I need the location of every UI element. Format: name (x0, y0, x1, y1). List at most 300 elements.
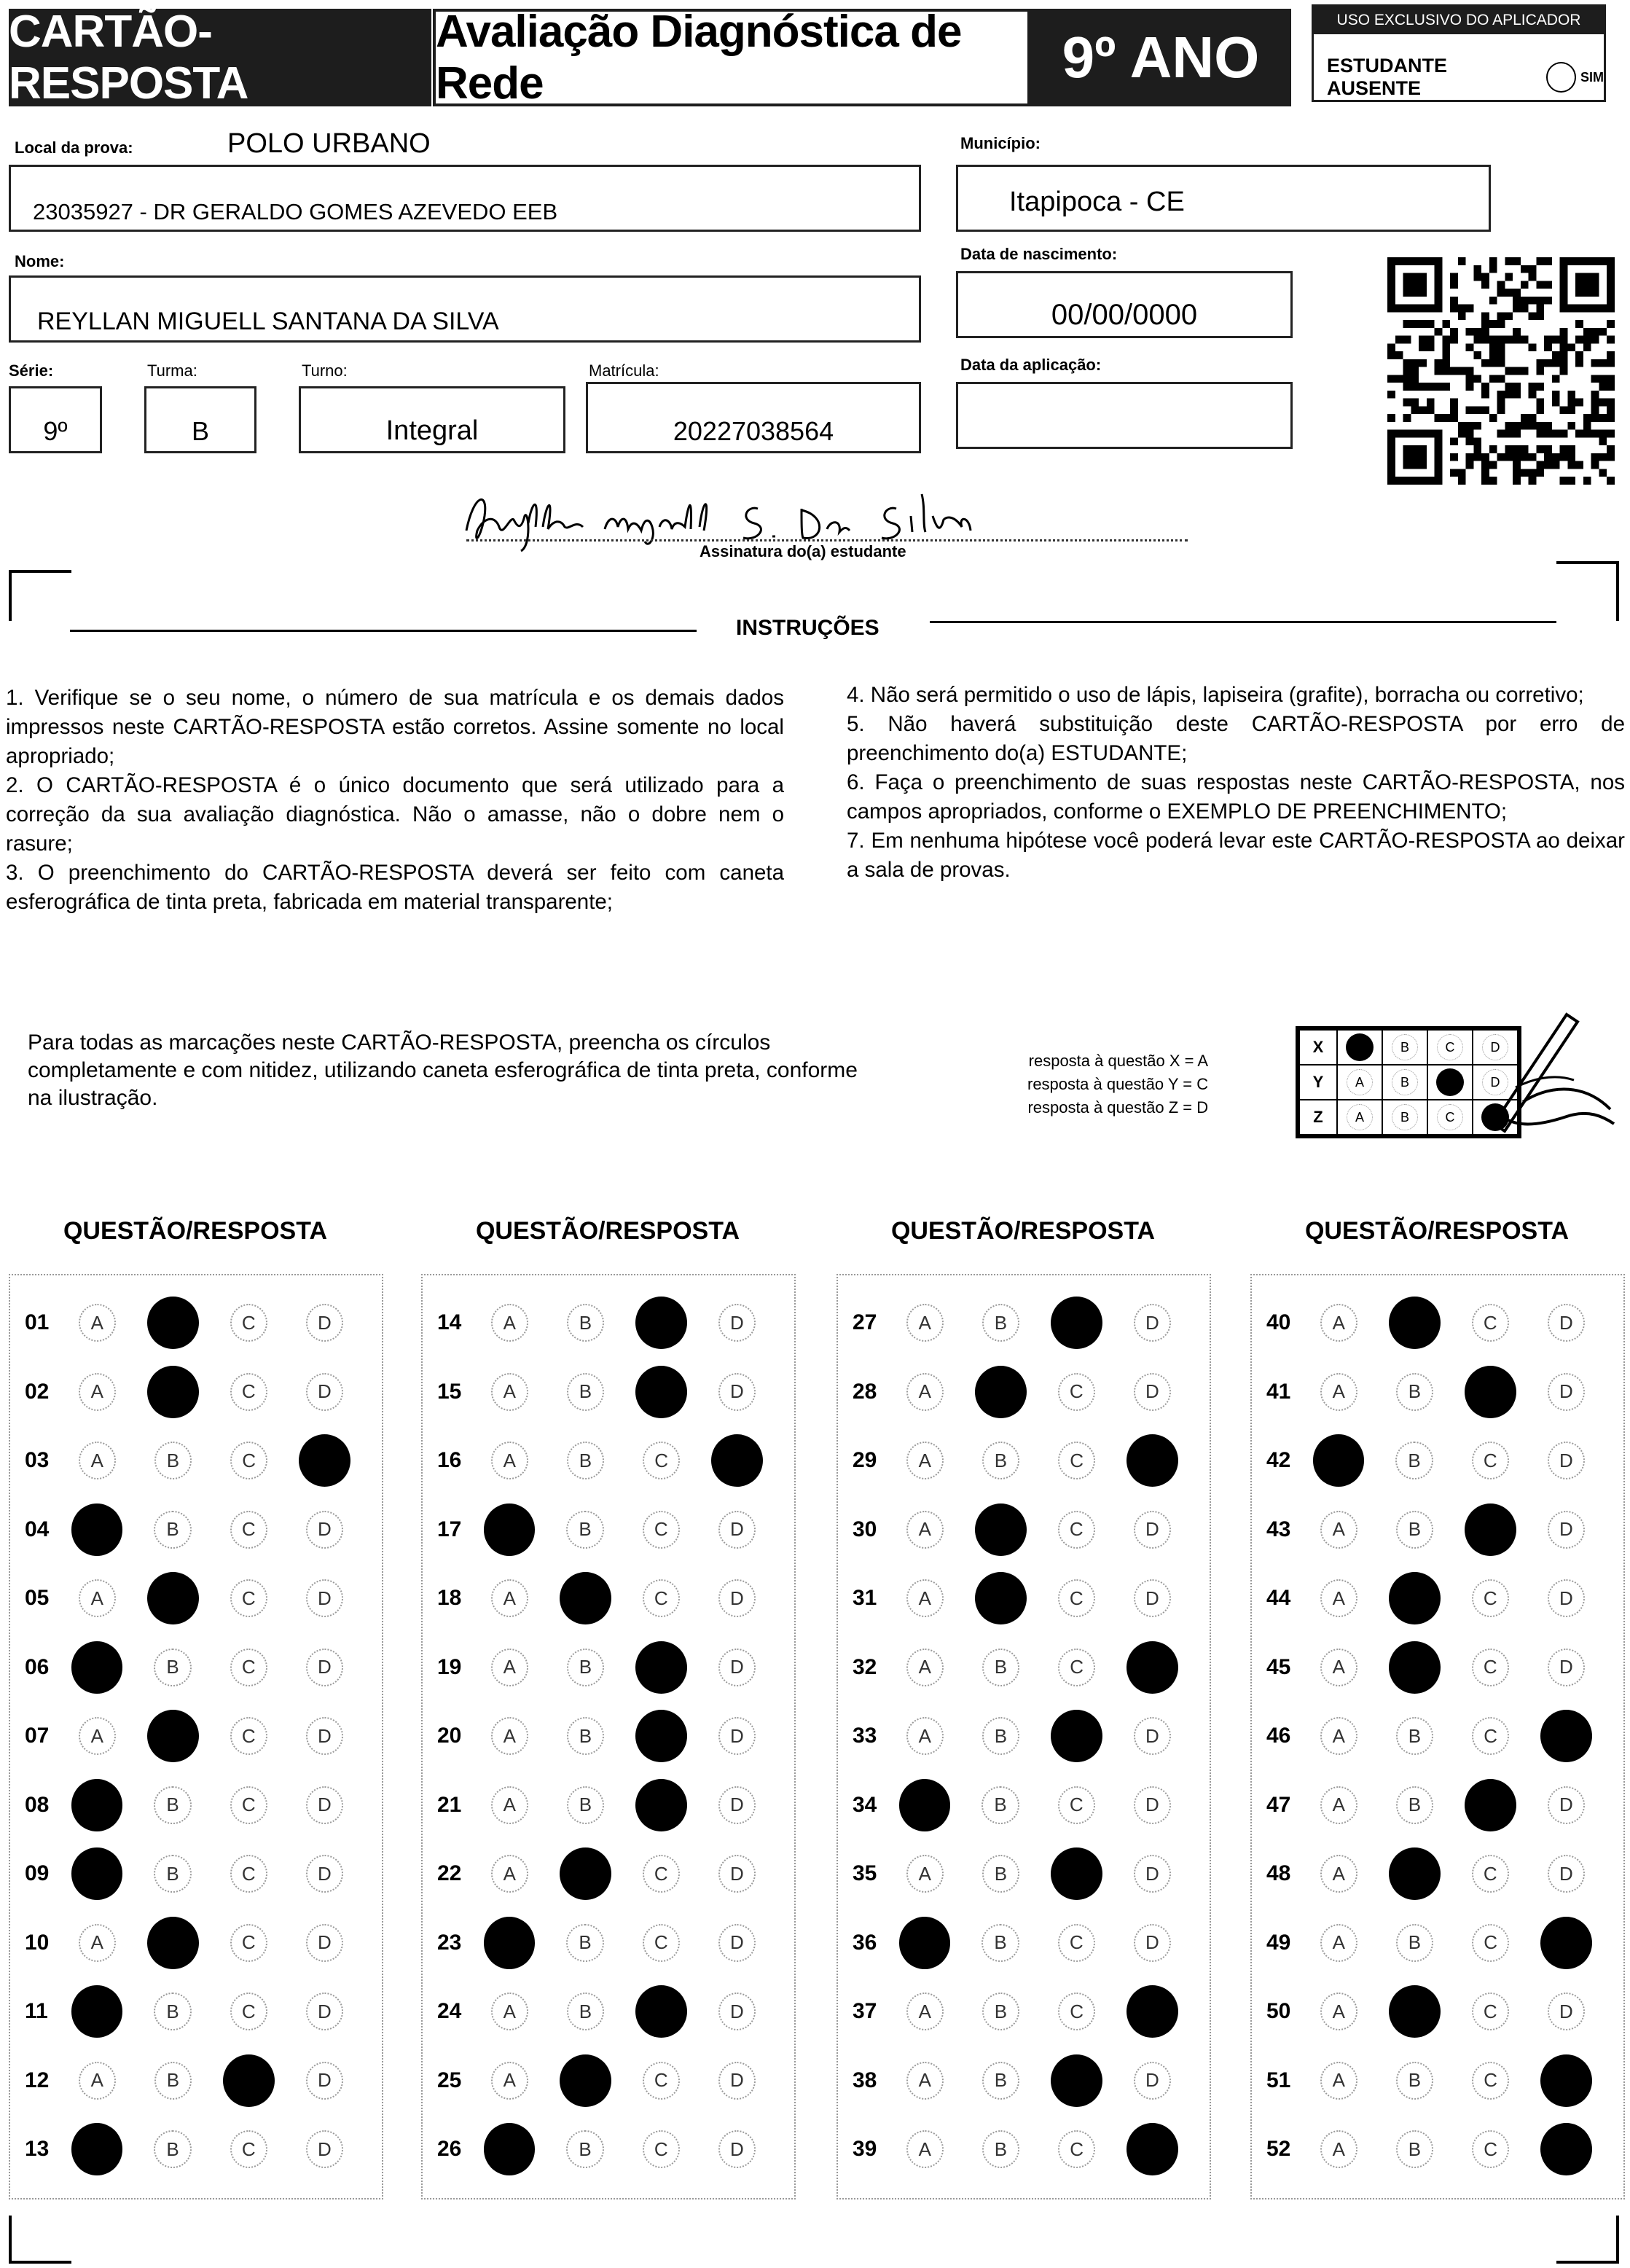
answer-bubble[interactable]: D (1134, 1511, 1171, 1549)
answer-bubble[interactable]: A (1320, 1786, 1357, 1824)
grade-badge: 9º ANO (1030, 9, 1291, 106)
answer-row (838, 1909, 1210, 1977)
answer-bubble[interactable]: B (567, 1717, 604, 1755)
answer-row (838, 1702, 1210, 1770)
answer-bubble[interactable]: C (1058, 2130, 1095, 2168)
answer-bubble[interactable]: C (1472, 1649, 1509, 1686)
question-number: 40 (1266, 1310, 1291, 1334)
answer-row (423, 1771, 794, 1839)
answer-bubble[interactable]: A (1320, 1924, 1357, 1962)
question-number: 48 (1266, 1861, 1291, 1885)
answer-bubble[interactable]: C (1058, 1649, 1095, 1686)
filled-answer-bubble[interactable] (711, 1434, 763, 1487)
answer-bubble[interactable]: C (230, 1786, 267, 1824)
question-number: 13 (25, 2137, 50, 2161)
answer-bubble[interactable]: B (982, 2130, 1019, 2168)
instruction-item: 3. O preenchimento do CARTÃO-RESPOSTA deverá ser feito com caneta esferográfica de tinta preta, fabricada em material transparente; (6, 861, 784, 914)
question-number: 49 (1266, 1930, 1291, 1955)
answer-bubble[interactable]: A (906, 1855, 944, 1893)
answer-bubble[interactable]: D (1548, 1993, 1585, 2030)
filled-answer-bubble[interactable] (147, 1917, 199, 1969)
answer-bubble[interactable]: A (906, 1579, 944, 1617)
answer-bubble[interactable]: C (230, 1924, 267, 1962)
filled-answer-bubble[interactable] (560, 2054, 611, 2107)
answer-bubble[interactable]: B (567, 1304, 604, 1342)
answer-bubble[interactable]: A (79, 1304, 116, 1342)
answer-bubble[interactable]: D (306, 2130, 343, 2168)
matricula-label: Matrícula: (589, 361, 659, 380)
answer-row (1252, 1426, 1623, 1495)
answer-bubble[interactable]: B (1396, 1717, 1433, 1755)
polo-value: POLO URBANO (227, 128, 431, 159)
signature-caption: Assinatura do(a) estudante (700, 542, 906, 560)
answer-bubble[interactable]: A (79, 1924, 116, 1962)
answer-bubble[interactable]: A (1320, 1511, 1357, 1549)
nome-value: REYLLAN MIGUELL SANTANA DA SILVA (37, 308, 499, 335)
filled-answer-bubble[interactable] (1126, 1985, 1178, 2038)
answer-bubble[interactable]: D (718, 1511, 756, 1549)
answer-bubble[interactable]: D (1548, 1304, 1585, 1342)
answer-bubble[interactable]: A (1320, 2062, 1357, 2100)
answer-row (10, 1702, 382, 1770)
answer-bubble[interactable]: D (718, 1786, 756, 1824)
filled-answer-bubble[interactable] (1051, 1297, 1102, 1349)
question-number: 04 (25, 1517, 50, 1541)
answer-bubble[interactable]: B (567, 1373, 604, 1411)
answer-bubble[interactable]: A (1320, 1993, 1357, 2030)
answer-bubble[interactable]: A (906, 1717, 944, 1755)
question-number: 01 (25, 1310, 50, 1334)
answer-bubble[interactable]: D (1134, 1304, 1171, 1342)
answer-bubble[interactable]: A (79, 1373, 116, 1411)
answer-bubble[interactable]: B (982, 1717, 1019, 1755)
answer-bubble[interactable]: B (1396, 2130, 1433, 2168)
sim-label: SIM (1580, 69, 1604, 85)
example-option-bubble: B (1392, 1034, 1418, 1060)
answer-bubble[interactable]: D (306, 1579, 343, 1617)
turno-label: Turno: (302, 361, 348, 380)
answer-bubble[interactable]: B (1396, 1924, 1433, 1962)
answer-bubble[interactable]: D (306, 1855, 343, 1893)
filled-answer-bubble[interactable] (635, 1710, 687, 1762)
answer-bubble[interactable]: A (491, 1649, 528, 1686)
answer-bubble[interactable]: C (230, 1993, 267, 2030)
answer-bubble[interactable]: B (982, 1855, 1019, 1893)
answer-bubble[interactable]: C (643, 1855, 680, 1893)
answer-bubble[interactable]: A (79, 1442, 116, 1479)
answer-bubble[interactable]: B (982, 1304, 1019, 1342)
filled-answer-bubble[interactable] (1540, 1917, 1592, 1969)
answer-bubble[interactable]: B (154, 1649, 191, 1686)
question-number: 31 (853, 1586, 877, 1610)
filled-answer-bubble[interactable] (1051, 1710, 1102, 1762)
matricula-value: 20227038564 (673, 416, 834, 446)
filled-answer-bubble[interactable] (1051, 2054, 1102, 2107)
answer-bubble[interactable]: A (1320, 1579, 1357, 1617)
answer-bubble[interactable]: A (491, 1373, 528, 1411)
filled-answer-bubble[interactable] (147, 1297, 199, 1349)
question-number: 12 (25, 2068, 50, 2092)
filled-answer-bubble[interactable] (71, 1985, 123, 2038)
answer-row (10, 1358, 382, 1426)
answer-bubble[interactable]: C (643, 1924, 680, 1962)
answer-bubble[interactable]: B (566, 1511, 603, 1549)
answer-bubble[interactable]: B (982, 1993, 1019, 2030)
filled-answer-bubble[interactable] (1389, 1641, 1441, 1694)
answer-bubble[interactable]: C (1058, 1993, 1095, 2030)
answer-bubble[interactable]: A (491, 1717, 528, 1755)
question-number: 11 (25, 1999, 48, 2023)
answer-bubble[interactable]: C (1472, 1855, 1509, 1893)
answer-bubble[interactable]: C (643, 1442, 680, 1479)
answer-bubble[interactable]: B (154, 1511, 191, 1549)
filled-answer-bubble[interactable] (560, 1572, 611, 1624)
answer-bubble[interactable]: A (491, 2062, 528, 2100)
answer-bubble[interactable]: D (306, 1511, 343, 1549)
answer-bubble[interactable]: D (306, 1649, 343, 1686)
answer-bubble[interactable]: A (491, 1993, 528, 2030)
column-title: QUESTÃO/RESPOSTA (890, 1217, 1156, 1245)
answer-bubble[interactable]: D (1548, 1579, 1585, 1617)
answer-bubble[interactable]: C (1058, 1786, 1095, 1824)
filled-answer-bubble[interactable] (975, 1572, 1027, 1624)
filled-answer-bubble[interactable] (635, 1641, 687, 1694)
answer-bubble[interactable]: B (1396, 2062, 1433, 2100)
answer-bubble[interactable]: B (566, 2130, 603, 2168)
answer-bubble[interactable]: B (1396, 1511, 1433, 1549)
instruction-item: 1. Verifique se o seu nome, o número de sua matrícula e os demais dados impressos neste CARTÃO-RESPOSTA estão corretos. Assine somente no local apropriado; (6, 686, 784, 768)
answer-bubble[interactable]: A (79, 1717, 116, 1755)
aplicador-caption: USO EXCLUSIVO DO APLICADOR (1314, 7, 1604, 34)
answer-bubble[interactable]: B (1396, 1786, 1433, 1824)
example-option-bubble: A (1347, 1069, 1373, 1095)
answer-bubble[interactable]: D (306, 1373, 343, 1411)
question-number: 33 (853, 1724, 877, 1748)
question-number: 36 (853, 1930, 877, 1955)
answer-row (838, 1633, 1210, 1702)
answer-bubble[interactable]: B (154, 1993, 191, 2030)
answer-bubble[interactable]: D (1548, 1373, 1585, 1411)
answer-bubble[interactable]: D (718, 1649, 756, 1686)
answer-row (423, 2046, 794, 2115)
answer-bubble[interactable]: B (567, 1649, 604, 1686)
question-number: 22 (437, 1861, 462, 1885)
answer-bubble[interactable]: C (1472, 1924, 1509, 1962)
answer-row (423, 1358, 794, 1426)
example-option-bubble: B (1392, 1104, 1418, 1130)
filled-answer-bubble[interactable] (299, 1434, 350, 1487)
filled-answer-bubble[interactable] (975, 1366, 1027, 1418)
example-label: resposta à questão X = A (1028, 1052, 1209, 1070)
answer-row (10, 1977, 382, 2046)
question-number: 28 (853, 1379, 877, 1404)
instructions-title: INSTRUÇÕES (736, 616, 879, 640)
filled-answer-bubble[interactable] (1465, 1503, 1516, 1556)
answer-bubble[interactable]: A (906, 1304, 944, 1342)
answer-bubble[interactable]: C (230, 1373, 267, 1411)
answer-bubble[interactable]: C (643, 2130, 680, 2168)
answer-bubble[interactable]: D (718, 1924, 756, 1962)
filled-answer-bubble[interactable] (1465, 1366, 1516, 1418)
answer-bubble[interactable]: C (1472, 2062, 1509, 2100)
answer-row (838, 1564, 1210, 1632)
answer-bubble[interactable]: B (567, 1993, 604, 2030)
answer-bubble[interactable]: C (1472, 1579, 1509, 1617)
answer-bubble[interactable]: D (1548, 1511, 1585, 1549)
filled-answer-bubble[interactable] (1389, 1847, 1441, 1900)
evaluation-title: Avaliação Diagnóstica de Rede (433, 9, 1030, 106)
filled-answer-bubble[interactable] (71, 2123, 123, 2175)
answer-bubble[interactable]: C (1058, 1511, 1095, 1549)
answer-bubble[interactable]: B (982, 1649, 1019, 1686)
answer-bubble[interactable]: C (1058, 1373, 1095, 1411)
question-number: 26 (437, 2137, 462, 2161)
filled-answer-bubble[interactable] (71, 1641, 123, 1694)
answer-bubble[interactable]: D (1134, 1579, 1171, 1617)
answer-bubble[interactable]: A (79, 1579, 116, 1617)
answer-row (10, 1289, 382, 1357)
answer-bubble[interactable]: A (1320, 1717, 1357, 1755)
question-number: 47 (1266, 1792, 1291, 1817)
answer-bubble[interactable]: B (1396, 1373, 1433, 1411)
answer-bubble[interactable]: D (306, 1924, 343, 1962)
answer-bubble[interactable]: A (1320, 1855, 1357, 1893)
answer-bubble[interactable]: C (1058, 1442, 1095, 1479)
example-label: resposta à questão Y = C (1027, 1075, 1209, 1093)
answer-bubble[interactable]: C (643, 1579, 680, 1617)
filled-answer-bubble[interactable] (147, 1572, 199, 1624)
answer-bubble[interactable]: C (230, 2130, 267, 2168)
answer-bubble[interactable]: C (1472, 1993, 1509, 2030)
filled-answer-bubble[interactable] (1389, 1985, 1441, 2038)
answer-bubble[interactable]: A (906, 1442, 944, 1479)
column-title: QUESTÃO/RESPOSTA (1304, 1217, 1570, 1245)
answer-bubble[interactable]: A (491, 1579, 528, 1617)
answer-bubble[interactable]: D (718, 2062, 756, 2100)
question-number: 24 (437, 1999, 462, 2023)
answer-bubble[interactable]: D (718, 2130, 756, 2168)
answer-bubble[interactable]: A (906, 1649, 944, 1686)
answer-row (423, 1977, 794, 2046)
answer-row (1252, 1633, 1623, 1702)
answer-bubble[interactable]: C (230, 1855, 267, 1893)
question-number: 41 (1266, 1379, 1291, 1404)
answer-bubble[interactable]: A (906, 2130, 944, 2168)
answer-bubble[interactable]: D (306, 1993, 343, 2030)
question-number: 27 (853, 1310, 877, 1334)
answer-bubble[interactable]: B (154, 2130, 191, 2168)
answer-bubble[interactable]: A (79, 2062, 116, 2100)
answer-bubble[interactable]: D (718, 1373, 756, 1411)
column-title: QUESTÃO/RESPOSTA (475, 1217, 740, 1245)
answer-bubble[interactable]: C (230, 1442, 267, 1479)
answer-bubble[interactable]: B (981, 1786, 1019, 1824)
answer-bubble[interactable]: C (1472, 1717, 1509, 1755)
answer-bubble[interactable]: D (1134, 1924, 1171, 1962)
filled-answer-bubble[interactable] (484, 2123, 536, 2175)
answer-row (10, 1771, 382, 1839)
answer-bubble[interactable]: A (1320, 1373, 1357, 1411)
answer-bubble[interactable]: B (154, 1442, 192, 1479)
answer-bubble[interactable]: C (230, 1579, 267, 1617)
answer-bubble[interactable]: D (718, 1717, 756, 1755)
answer-bubble[interactable]: D (1134, 1855, 1171, 1893)
answer-bubble[interactable]: D (306, 2062, 343, 2100)
serie-label: Série: (9, 361, 54, 380)
filled-answer-bubble[interactable] (484, 1503, 536, 1556)
filled-answer-bubble[interactable] (1540, 2054, 1592, 2107)
question-number: 02 (25, 1379, 50, 1404)
answer-bubble[interactable]: C (643, 1511, 680, 1549)
filled-answer-bubble[interactable] (975, 1503, 1027, 1556)
municipio-value: Itapipoca - CE (1009, 187, 1185, 217)
answer-row (838, 2115, 1210, 2183)
answer-bubble[interactable]: C (1058, 1924, 1095, 1962)
answer-bubble[interactable]: C (1058, 1579, 1095, 1617)
answer-row (838, 1839, 1210, 1908)
filled-answer-bubble[interactable] (1389, 1572, 1441, 1624)
answer-row (1252, 1702, 1623, 1770)
question-number: 15 (437, 1379, 462, 1404)
answer-bubble[interactable]: B (567, 1786, 604, 1824)
answer-bubble[interactable]: A (491, 1442, 528, 1479)
answer-bubble[interactable]: C (230, 1304, 267, 1342)
answer-bubble[interactable]: B (567, 1442, 604, 1479)
filled-answer-bubble[interactable] (1389, 1297, 1441, 1349)
municipio-label: Município: (960, 134, 1041, 152)
answer-bubble[interactable]: D (718, 1855, 756, 1893)
filled-answer-bubble[interactable] (71, 1503, 123, 1556)
answer-bubble[interactable]: D (306, 1304, 343, 1342)
answer-bubble[interactable]: B (1395, 1442, 1433, 1479)
answer-bubble[interactable]: D (1548, 1649, 1585, 1686)
filled-answer-bubble[interactable] (635, 1779, 687, 1831)
answer-row (838, 2046, 1210, 2115)
question-number: 25 (437, 2068, 462, 2092)
answer-bubble[interactable]: A (491, 1786, 528, 1824)
answer-bubble[interactable]: B (154, 1786, 191, 1824)
answer-bubble[interactable]: D (718, 1993, 756, 2030)
filled-answer-bubble[interactable] (71, 1779, 123, 1831)
filled-answer-bubble[interactable] (635, 1985, 687, 2038)
answer-bubble[interactable]: C (230, 1511, 267, 1549)
answer-bubble[interactable]: C (643, 2062, 680, 2100)
question-number: 38 (853, 2068, 877, 2092)
answer-bubble[interactable]: A (906, 1511, 944, 1549)
answer-bubble[interactable]: D (1134, 1786, 1171, 1824)
question-number: 08 (25, 1792, 50, 1817)
question-number: 29 (853, 1448, 877, 1472)
fill-instructions: Para todas as marcações neste CARTÃO-RESPOSTA, preencha os círculos completamente e com nitidez, utilizando caneta esferográfica de tinta preta, conforme na ilustração. (28, 1031, 858, 1110)
answer-bubble[interactable]: C (1472, 1442, 1509, 1479)
question-number: 34 (853, 1792, 877, 1817)
answer-bubble[interactable]: B (982, 2062, 1019, 2100)
answer-row (423, 1495, 794, 1564)
question-number: 19 (437, 1654, 462, 1679)
answer-bubble[interactable]: D (1134, 1373, 1171, 1411)
filled-answer-bubble[interactable] (1126, 1641, 1178, 1694)
answer-bubble[interactable]: D (1548, 1442, 1585, 1479)
answer-bubble[interactable]: A (906, 1993, 944, 2030)
instruction-item: 6. Faça o preenchimento de suas respostas neste CARTÃO-RESPOSTA, nos campos apropriados, conforme o EXEMPLO DE PREENCHIMENTO; (847, 770, 1625, 824)
answer-bubble[interactable]: C (230, 1717, 267, 1755)
filled-answer-bubble[interactable] (1126, 2123, 1178, 2175)
answer-bubble[interactable]: B (154, 1855, 191, 1893)
filled-answer-bubble[interactable] (1465, 1779, 1516, 1831)
question-number: 09 (25, 1861, 50, 1885)
local-label: Local da prova: (15, 138, 133, 157)
answer-row (10, 1633, 382, 1702)
answer-bubble[interactable]: D (718, 1304, 756, 1342)
answer-bubble[interactable]: D (718, 1579, 756, 1617)
answer-bubble[interactable]: B (981, 1924, 1019, 1962)
answer-bubble[interactable]: D (306, 1717, 343, 1755)
filled-answer-bubble[interactable] (223, 2054, 275, 2107)
answer-bubble[interactable]: D (1548, 1786, 1585, 1824)
instruction-item: 2. O CARTÃO-RESPOSTA é o único documento que será utilizado para a correção da sua avaliação diagnóstica. Não o amasse, não o dobre nem o rasure; (6, 773, 784, 856)
example-option-bubble: D (1482, 1034, 1508, 1060)
answer-bubble[interactable]: C (1472, 2130, 1509, 2168)
answer-bubble[interactable]: D (306, 1786, 343, 1824)
answer-row (1252, 1771, 1623, 1839)
example-question-label: Y (1299, 1065, 1337, 1100)
answer-row (10, 1426, 382, 1495)
question-number: 17 (437, 1517, 462, 1541)
question-number: 03 (25, 1448, 50, 1472)
answer-bubble[interactable]: B (982, 1442, 1019, 1479)
filled-answer-bubble[interactable] (1540, 2123, 1592, 2175)
filled-answer-bubble[interactable] (635, 1297, 687, 1349)
answer-bubble[interactable]: D (1134, 1717, 1171, 1755)
answer-row (1252, 1358, 1623, 1426)
answer-bubble[interactable]: B (566, 1924, 603, 1962)
answer-bubble[interactable]: C (1472, 1304, 1509, 1342)
filled-answer-bubble[interactable] (1540, 1710, 1592, 1762)
answer-bubble[interactable]: A (1320, 2130, 1357, 2168)
filled-answer-bubble[interactable] (635, 1366, 687, 1418)
answer-bubble[interactable]: D (1134, 2062, 1171, 2100)
answer-bubble[interactable]: A (491, 1855, 528, 1893)
answer-bubble[interactable]: A (906, 1373, 944, 1411)
filled-answer-bubble[interactable] (147, 1710, 199, 1762)
question-number: 18 (437, 1586, 462, 1610)
answer-bubble[interactable]: C (230, 1649, 267, 1686)
answer-bubble[interactable]: A (906, 2062, 944, 2100)
question-number: 35 (853, 1861, 877, 1885)
answer-bubble[interactable]: A (1320, 1304, 1357, 1342)
filled-answer-bubble[interactable] (71, 1847, 123, 1900)
filled-answer-bubble[interactable] (560, 1847, 611, 1900)
filled-answer-bubble[interactable] (1126, 1434, 1178, 1487)
filled-answer-bubble[interactable] (147, 1366, 199, 1418)
example-option-bubble: D (1482, 1069, 1508, 1095)
filled-answer-bubble[interactable] (899, 1779, 951, 1831)
filled-answer-bubble[interactable] (899, 1917, 951, 1969)
filled-answer-bubble[interactable] (1051, 1847, 1102, 1900)
answer-row (1252, 2046, 1623, 2115)
answer-bubble[interactable]: D (1548, 1855, 1585, 1893)
example-option-bubble: C (1437, 1034, 1463, 1060)
answer-bubble[interactable]: A (491, 1304, 528, 1342)
filled-answer-bubble[interactable] (1313, 1434, 1365, 1487)
answer-bubble[interactable]: A (1320, 1649, 1357, 1686)
answer-row (838, 1358, 1210, 1426)
answer-column (1250, 1274, 1625, 2199)
instruction-item: 7. Em nenhuma hipótese você poderá levar este CARTÃO-RESPOSTA ao deixar a sala de provas. (847, 829, 1625, 882)
filled-answer-bubble[interactable] (484, 1917, 536, 1969)
answer-row (423, 1289, 794, 1357)
answer-bubble[interactable]: B (154, 2062, 192, 2100)
